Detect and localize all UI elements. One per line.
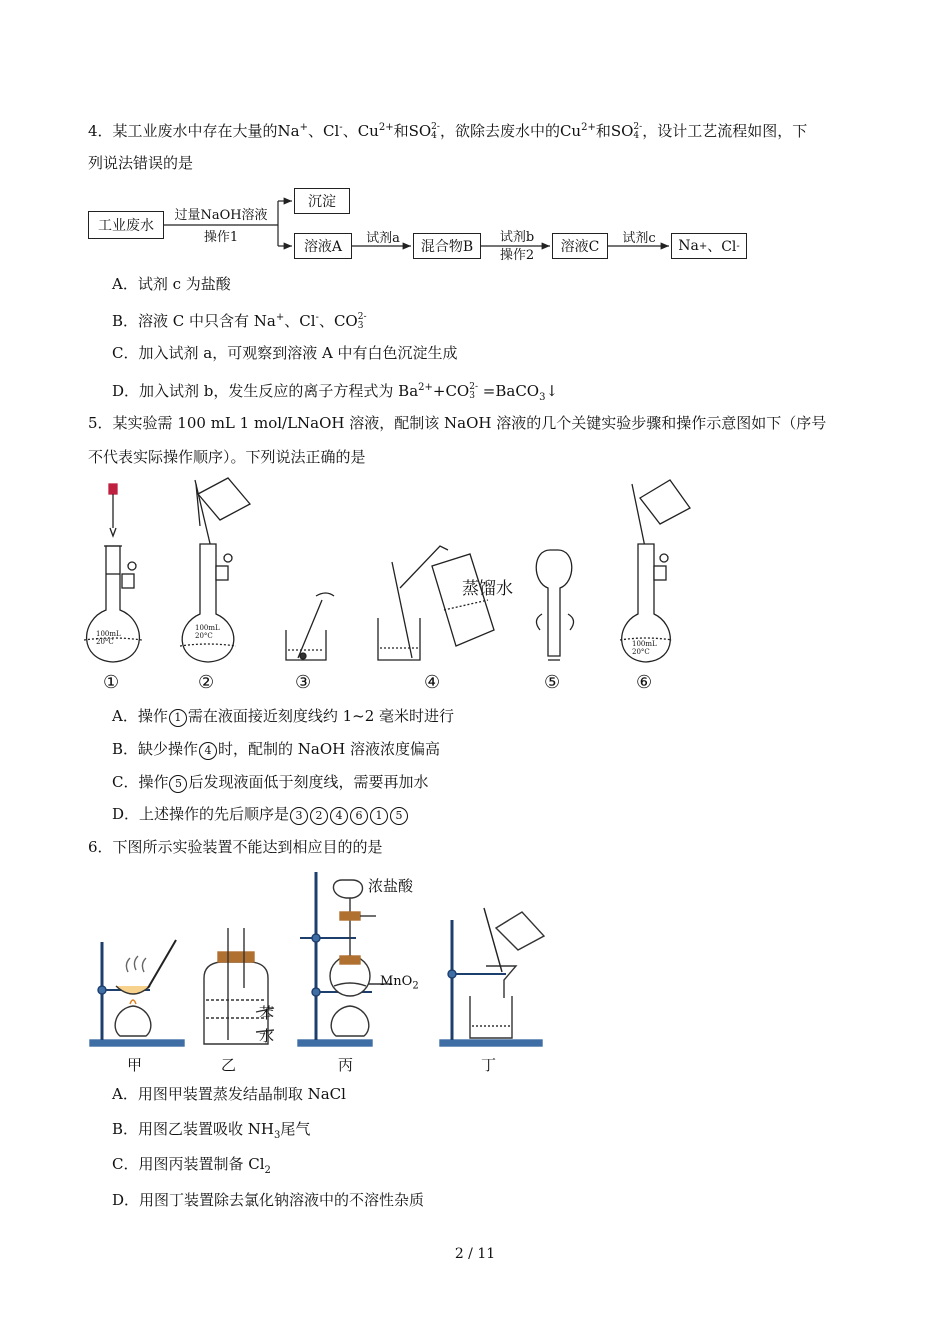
q6-stem: 6．下图所示实验装置不能达到相应目的的是: [88, 838, 383, 856]
fig6-flask-text: 100mL 20°C: [632, 640, 657, 656]
fig4-wash-bottle: [378, 546, 494, 660]
fig5-inverted-flask: [536, 550, 573, 660]
flow-label-naoh: 过量NaOH溶液: [174, 208, 268, 223]
q5-fig-label-6: ⑥: [636, 672, 653, 693]
q4-option-c: C．加入试剂 a，可观察到溶液 A 中有白色沉淀生成: [112, 344, 458, 362]
flow-box-mixture-b: 混合物B: [413, 233, 481, 259]
q4-option-b: B．溶液 C 中只含有 Na+、Cl-、CO 2- 3: [112, 312, 367, 331]
q4-stem-line2: 列说法错误的是: [88, 154, 194, 172]
q5-stem-line2: 不代表实际操作顺序）。下列说法正确的是: [88, 448, 366, 466]
q6-option-b: B．用图乙装置吸收 $NH_3$尾气: [112, 1120, 311, 1141]
q5-fig-label-4: ④: [424, 672, 441, 693]
q5-fig-label-3: ③: [295, 672, 312, 693]
label-mno2: MnO$_2$: [380, 974, 419, 992]
fig3-beaker-stir: [286, 593, 334, 660]
q5-option-a: A．操作 1 需在液面接近刻度线约 1~2 毫米时进行: [112, 707, 455, 725]
flow-arrows: [0, 0, 950, 300]
flow-label-reagent-b: 试剂b: [499, 230, 535, 245]
label-distilled-water: 蒸馏水: [462, 579, 513, 599]
label-water: 水: [259, 1027, 275, 1045]
flow-box-final-ions: Na + 、Cl -: [671, 233, 747, 259]
q5-stem-line1: 5．某实验需 100 mL 1 mol/LNaOH 溶液，配制该 NaOH 溶液的几个关键实验步骤和操作示意图如下（序号: [88, 414, 827, 432]
label-benzene: 苯: [259, 1004, 275, 1022]
fig-ding: [440, 908, 544, 1046]
q6-fig-label-bing: 丙: [338, 1056, 354, 1074]
flow-box-solution-a: 溶液A: [294, 233, 352, 259]
q6-fig-label-ding: 丁: [481, 1056, 497, 1074]
fig6-pour-flask: [620, 480, 690, 662]
q6-fig-label-yi: 乙: [221, 1056, 237, 1074]
q5-option-d: D．上述操作的先后顺序是 3 2 4 6 1 5: [112, 804, 409, 825]
q4-stem-line1: 4．某工业废水中存在大量的Na+、Cl-、$Cu^{2+}$和SO 2- 4 ，欲除去废水中的$Cu^{2+}$和SO 2- 4 ，设计工艺流程如图，下: [88, 122, 808, 141]
fig-jia: [90, 940, 184, 1046]
flow-label-op1: 操作1: [203, 230, 239, 245]
page-number: 2 / 11: [454, 1246, 496, 1262]
q6-figure: [0, 868, 950, 1068]
flow-box-precipitate: 沉淀: [294, 188, 350, 214]
q6-option-c: C．用图丙装置制备 $Cl_2$: [112, 1155, 271, 1176]
flow-label-op2: 操作2: [499, 248, 535, 263]
q5-fig-label-5: ⑤: [544, 672, 561, 693]
flow-box-wastewater: 工业废水: [88, 211, 164, 239]
q4-option-d: D．加入试剂 b，发生反应的离子方程式为 $Ba^{2+}+CO$ 2- 3 =BaCO$_3$↓: [112, 382, 559, 403]
q6-fig-label-jia: 甲: [127, 1056, 143, 1074]
q6-option-d: D．用图丁装置除去氯化钠溶液中的不溶性杂质: [112, 1191, 425, 1209]
flow-label-reagent-a: 试剂a: [366, 231, 400, 246]
flow-label-reagent-c: 试剂c: [622, 231, 656, 246]
label-conc-hcl: 浓盐酸: [368, 877, 414, 895]
fig2-flask-text: 100mL 20°C: [195, 624, 220, 640]
q5-figure: [0, 470, 950, 730]
q5-fig-label-2: ②: [198, 672, 215, 693]
fig-bing: [298, 872, 392, 1046]
q5-option-c: C．操作 5 后发现液面低于刻度线，需要再加水: [112, 773, 429, 791]
q4-option-a: A．试剂 c 为盐酸: [112, 275, 231, 293]
q6-option-a: A．用图甲装置蒸发结晶制取 NaCl: [112, 1085, 346, 1103]
q5-option-b: B．缺少操作 4 时，配制的 NaOH 溶液浓度偏高: [112, 740, 441, 758]
fig1-flask-text: 100mL 20°C: [96, 630, 121, 646]
flow-box-solution-c: 溶液C: [552, 233, 608, 259]
q5-fig-label-1: ①: [103, 672, 120, 693]
